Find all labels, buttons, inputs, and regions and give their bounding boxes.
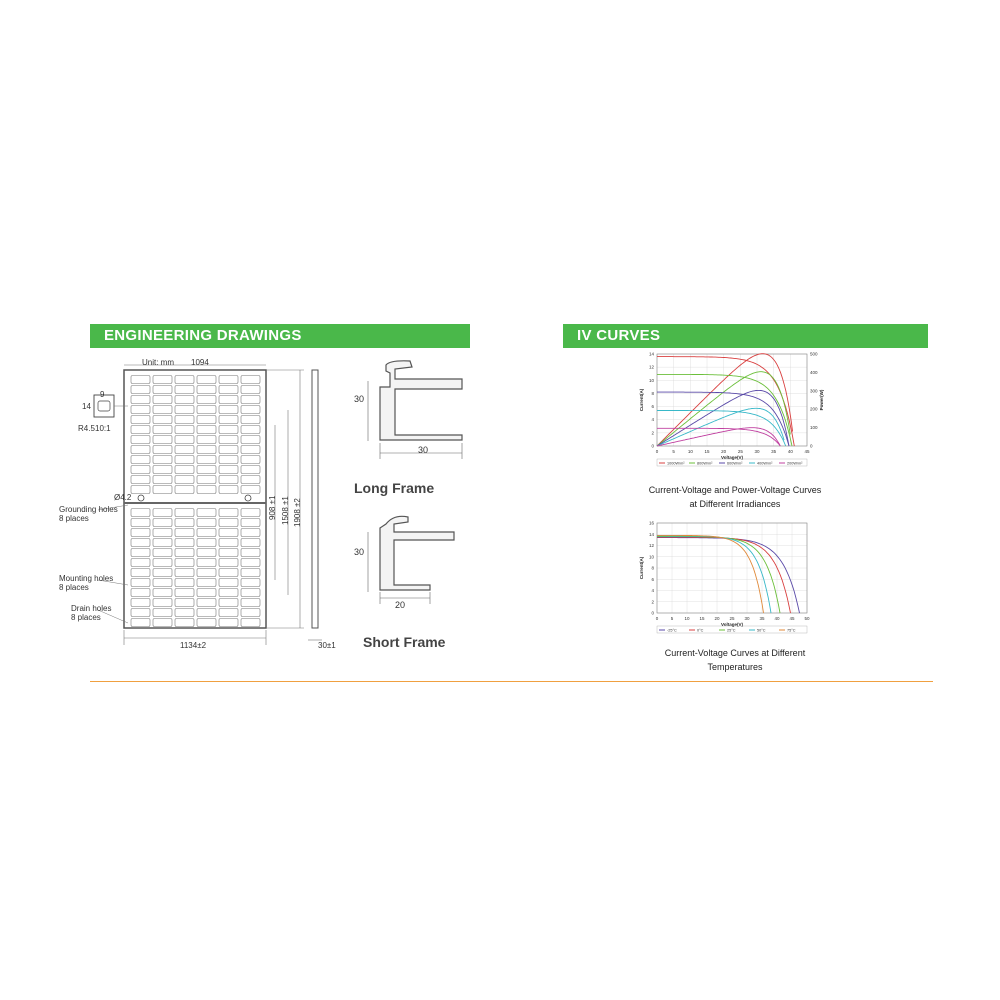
section-divider — [90, 681, 933, 682]
solar-cell — [153, 609, 172, 617]
solar-cell — [241, 466, 260, 474]
solar-cell — [197, 549, 216, 557]
dim-width-bottom: 1134±2 — [180, 641, 207, 650]
dim-1508: 1508 ±1 — [281, 496, 290, 525]
y-tick-label: 14 — [648, 351, 654, 357]
solar-cell — [153, 436, 172, 444]
solar-cell — [219, 386, 238, 394]
solar-cell — [131, 416, 150, 424]
iv-series-line — [657, 392, 789, 446]
panel-outline — [124, 370, 266, 628]
solar-cell — [197, 559, 216, 567]
solar-cell — [241, 609, 260, 617]
y-tick-label: 4 — [651, 588, 654, 593]
x-tick-label: 0 — [655, 449, 659, 454]
solar-cell — [175, 599, 194, 607]
panel-side-frame — [312, 370, 318, 628]
solar-cell — [175, 446, 194, 454]
grounding-hole — [245, 495, 251, 501]
solar-cell — [153, 579, 172, 587]
solar-cell — [131, 549, 150, 557]
long-frame-profile — [350, 355, 470, 465]
solar-cell — [175, 416, 194, 424]
solar-cell — [197, 406, 216, 414]
solar-cell — [131, 599, 150, 607]
solar-cell — [219, 539, 238, 547]
solar-cell — [131, 406, 150, 414]
solar-cell — [197, 446, 216, 454]
solar-cell — [241, 416, 260, 424]
x-tick-label: 40 — [774, 616, 780, 621]
legend-label: 75°C — [787, 628, 796, 633]
y-tick-label: 14 — [648, 531, 654, 537]
y-tick-label: 6 — [651, 404, 654, 410]
solar-cell — [241, 589, 260, 597]
solar-cell — [175, 519, 194, 527]
detail-scale: 10:1 — [95, 424, 111, 433]
iv-temperature-chart — [625, 517, 835, 642]
grounding-holes-label: Grounding holes 8 places — [59, 505, 118, 523]
solar-cell — [197, 476, 216, 484]
short-frame-profile — [350, 510, 470, 620]
solar-cell — [175, 436, 194, 444]
solar-cell — [241, 486, 260, 494]
legend-label: 50°C — [757, 628, 766, 633]
chart1-caption: Current-Voltage and Power-Voltage Curves at Different Irradiances — [648, 485, 822, 509]
solar-cell — [131, 509, 150, 517]
solar-cell — [219, 519, 238, 527]
short-frame-title: Short Frame — [363, 634, 446, 650]
solar-cell — [241, 619, 260, 627]
solar-cell — [219, 549, 238, 557]
solar-cell — [219, 569, 238, 577]
pv-series-line — [657, 354, 793, 446]
solar-cell — [219, 436, 238, 444]
solar-cell — [153, 509, 172, 517]
solar-cell — [153, 446, 172, 454]
solar-cell — [131, 396, 150, 404]
dim-1908: 1908 ±2 — [293, 498, 302, 527]
dim-hole-diameter: Ø4.2 — [114, 493, 132, 502]
y-tick-label: 10 — [648, 377, 654, 383]
legend-label: -25°C — [667, 628, 677, 633]
x-tick-label: 0 — [655, 616, 659, 621]
solar-cell — [131, 519, 150, 527]
solar-cell — [197, 529, 216, 537]
solar-cell — [241, 559, 260, 567]
solar-cell — [153, 569, 172, 577]
y-axis-label: Current(A) — [639, 556, 644, 580]
solar-cell — [175, 609, 194, 617]
solar-cell — [219, 559, 238, 567]
y-tick-label: 4 — [651, 417, 654, 423]
solar-cell — [153, 486, 172, 494]
y2-tick-label: 200 — [810, 406, 818, 412]
x-tick-label: 10 — [687, 449, 693, 454]
solar-cell — [197, 579, 216, 587]
iv-irradiance-chart — [625, 348, 835, 478]
solar-cell — [241, 529, 260, 537]
y-tick-label: 12 — [648, 543, 654, 548]
y2-tick-label: 400 — [810, 369, 818, 375]
solar-cell — [131, 539, 150, 547]
solar-cell — [153, 559, 172, 567]
y-tick-label: 2 — [651, 430, 654, 436]
solar-cell — [153, 376, 172, 384]
y2-tick-label: 100 — [810, 425, 818, 431]
solar-cell — [241, 406, 260, 414]
x-tick-label: 20 — [721, 449, 727, 454]
unit-label: Unit: mm — [142, 358, 174, 367]
solar-cell — [219, 406, 238, 414]
legend-label: 0°C — [697, 628, 704, 633]
solar-cell — [197, 416, 216, 424]
solar-cell — [219, 466, 238, 474]
x-axis-label: Voltage(V) — [721, 455, 743, 460]
x-tick-label: 45 — [804, 449, 810, 454]
solar-cell — [131, 569, 150, 577]
x-tick-label: 10 — [684, 616, 690, 621]
solar-cell — [219, 609, 238, 617]
y-tick-label: 16 — [648, 520, 654, 526]
solar-cell — [241, 436, 260, 444]
y-axis-label: Current(A) — [639, 388, 644, 412]
solar-cell — [219, 509, 238, 517]
solar-cell — [131, 589, 150, 597]
solar-cell — [175, 579, 194, 587]
y-tick-label: 2 — [651, 599, 654, 605]
solar-cell — [197, 486, 216, 494]
solar-cell — [219, 589, 238, 597]
x-tick-label: 5 — [672, 449, 675, 454]
y-tick-label: 8 — [651, 390, 654, 396]
x-tick-label: 30 — [754, 449, 760, 454]
solar-cell — [241, 599, 260, 607]
x-tick-label: 45 — [789, 616, 795, 621]
solar-cell — [153, 529, 172, 537]
y-tick-label: 0 — [651, 443, 654, 449]
solar-cell — [153, 539, 172, 547]
solar-cell — [197, 509, 216, 517]
solar-cell — [131, 609, 150, 617]
solar-cell — [131, 446, 150, 454]
iv-curves-banner: IV CURVES — [563, 324, 928, 348]
long-frame-height: 30 — [354, 394, 365, 404]
solar-cell — [241, 426, 260, 434]
solar-cell — [153, 519, 172, 527]
solar-cell — [175, 539, 194, 547]
solar-cell — [131, 376, 150, 384]
solar-cell — [219, 396, 238, 404]
solar-cell — [241, 539, 260, 547]
solar-cell — [175, 386, 194, 394]
solar-cell — [175, 559, 194, 567]
solar-cell — [241, 476, 260, 484]
x-tick-label: 35 — [771, 449, 777, 454]
detail-dim-14: 14 — [82, 402, 91, 411]
iv-series-line — [657, 535, 764, 613]
solar-cell — [131, 476, 150, 484]
solar-cell — [219, 426, 238, 434]
solar-cell — [175, 406, 194, 414]
solar-cell — [219, 619, 238, 627]
long-frame-width: 30 — [418, 445, 429, 455]
solar-cell — [197, 539, 216, 547]
solar-cell — [241, 519, 260, 527]
short-frame-width: 20 — [395, 600, 406, 610]
legend-label: 25°C — [727, 628, 736, 633]
solar-cell — [131, 466, 150, 474]
solar-cell — [241, 509, 260, 517]
solar-cell — [219, 579, 238, 587]
solar-cell — [197, 589, 216, 597]
solar-cell — [197, 609, 216, 617]
chart2-caption: Current-Voltage Curves at Different Temperatures — [664, 648, 806, 672]
solar-cell — [131, 436, 150, 444]
solar-cell — [197, 599, 216, 607]
solar-cell — [175, 396, 194, 404]
solar-cell — [131, 619, 150, 627]
solar-cell — [175, 509, 194, 517]
solar-cell — [131, 579, 150, 587]
x-tick-label: 20 — [714, 616, 720, 621]
solar-cell — [175, 486, 194, 494]
solar-cell — [197, 456, 216, 464]
y2-tick-label: 300 — [810, 388, 818, 394]
solar-cell — [153, 426, 172, 434]
solar-cell — [241, 456, 260, 464]
solar-cell — [197, 619, 216, 627]
x-tick-label: 15 — [704, 449, 710, 454]
legend-label: 200W/m² — [787, 461, 803, 466]
solar-cell — [197, 426, 216, 434]
legend-label: 400W/m² — [757, 461, 773, 466]
legend-label: 1000W/m² — [667, 461, 685, 466]
solar-cell — [153, 599, 172, 607]
solar-cell — [219, 599, 238, 607]
solar-cell — [175, 529, 194, 537]
x-tick-label: 40 — [787, 449, 793, 454]
solar-cell — [175, 589, 194, 597]
solar-cell — [131, 559, 150, 567]
solar-cell — [219, 376, 238, 384]
solar-cell — [175, 476, 194, 484]
solar-cell — [197, 386, 216, 394]
solar-cell — [153, 386, 172, 394]
solar-cell — [197, 569, 216, 577]
solar-cell — [131, 456, 150, 464]
y-tick-label: 8 — [651, 565, 654, 571]
solar-cell — [241, 386, 260, 394]
detail-radius: R4.5 — [78, 424, 95, 433]
solar-cell — [131, 386, 150, 394]
x-tick-label: 15 — [699, 616, 705, 621]
x-tick-label: 30 — [744, 616, 750, 621]
solar-cell — [197, 376, 216, 384]
long-frame-title: Long Frame — [354, 480, 435, 496]
solar-cell — [219, 416, 238, 424]
solar-cell — [153, 476, 172, 484]
solar-cell — [197, 436, 216, 444]
solar-cell — [241, 579, 260, 587]
legend-label: 800W/m² — [697, 461, 713, 466]
solar-cell — [153, 416, 172, 424]
solar-cell — [175, 569, 194, 577]
solar-cell — [153, 589, 172, 597]
detail-dim-9: 9 — [100, 390, 105, 399]
solar-cell — [153, 619, 172, 627]
solar-cell — [175, 619, 194, 627]
solar-cell — [153, 456, 172, 464]
solar-cell — [197, 519, 216, 527]
y-tick-label: 10 — [648, 554, 654, 560]
dim-width-top: 1094 — [191, 358, 209, 367]
solar-cell — [175, 549, 194, 557]
solar-cell — [153, 466, 172, 474]
x-tick-label: 25 — [729, 616, 735, 621]
solar-cell — [241, 396, 260, 404]
panel-cell-grid — [131, 376, 260, 627]
solar-cell — [219, 456, 238, 464]
dim-thickness: 30±1 — [318, 641, 336, 650]
legend-label: 600W/m² — [727, 461, 743, 466]
dim-908: 908 ±1 — [268, 495, 277, 520]
solar-cell — [175, 466, 194, 474]
y-tick-label: 12 — [648, 364, 654, 370]
solar-cell — [153, 549, 172, 557]
y2-tick-label: 0 — [810, 443, 813, 449]
y2-axis-label: Power(W) — [819, 389, 824, 411]
solar-cell — [241, 549, 260, 557]
solar-cell — [241, 569, 260, 577]
x-tick-label: 35 — [759, 616, 765, 621]
solar-cell — [241, 376, 260, 384]
grounding-hole — [138, 495, 144, 501]
solar-cell — [131, 426, 150, 434]
solar-cell — [131, 529, 150, 537]
solar-cell — [153, 396, 172, 404]
y2-tick-label: 500 — [810, 351, 818, 357]
solar-cell — [197, 396, 216, 404]
solar-cell — [175, 376, 194, 384]
solar-cell — [219, 486, 238, 494]
solar-cell — [241, 446, 260, 454]
mounting-holes-label: Mounting holes 8 places — [59, 574, 114, 592]
short-frame-height: 30 — [354, 547, 365, 557]
x-axis-label: Voltage(V) — [721, 622, 743, 627]
solar-cell — [153, 406, 172, 414]
solar-cell — [219, 446, 238, 454]
solar-cell — [219, 476, 238, 484]
x-tick-label: 50 — [804, 616, 810, 621]
solar-cell — [219, 529, 238, 537]
y-tick-label: 0 — [651, 610, 654, 616]
drain-holes-label: Drain holes 8 places — [71, 604, 112, 622]
y-tick-label: 6 — [651, 576, 654, 582]
engineering-drawings-banner: ENGINEERING DRAWINGS — [90, 324, 470, 348]
x-tick-label: 25 — [737, 449, 743, 454]
solar-cell — [175, 426, 194, 434]
solar-cell — [175, 456, 194, 464]
solar-cell — [131, 486, 150, 494]
x-tick-label: 5 — [670, 616, 674, 621]
solar-cell — [197, 466, 216, 474]
